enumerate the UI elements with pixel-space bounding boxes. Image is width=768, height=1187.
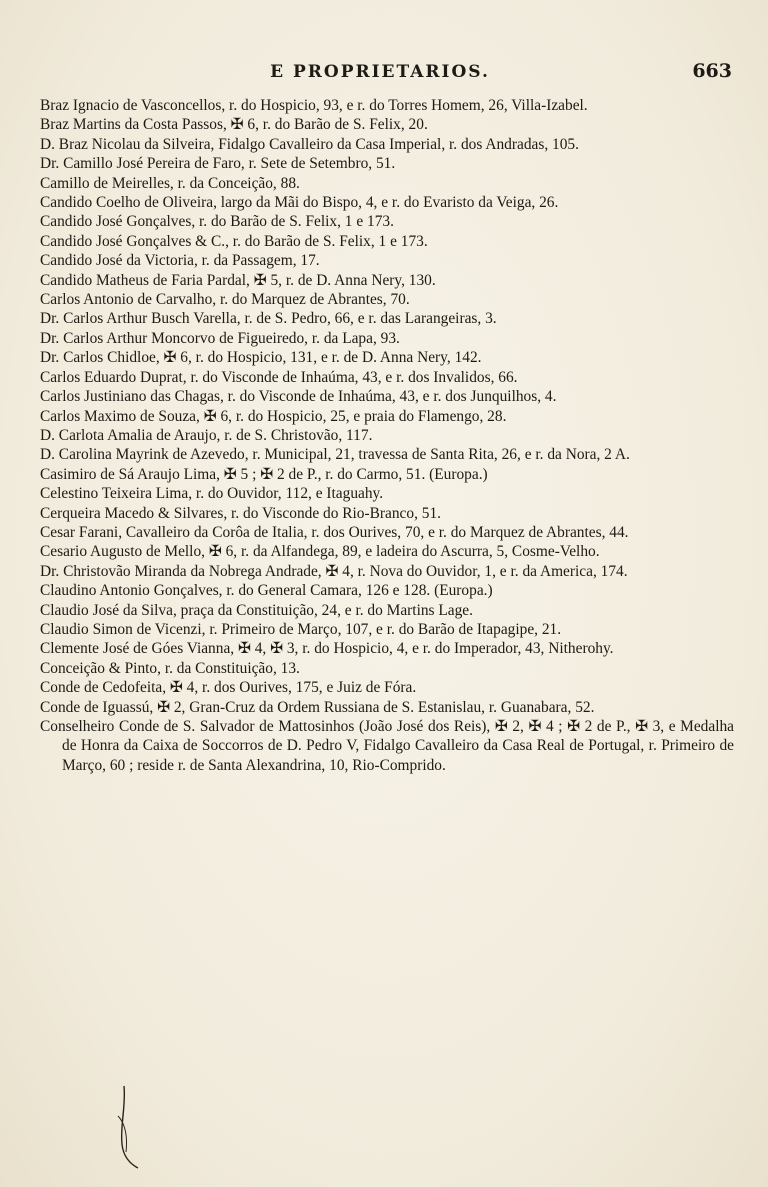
directory-entry: Carlos Justiniano das Chagas, r. do Visconde de Inhaúma, 43, e r. dos Junquilhos, 4. bbox=[40, 388, 557, 406]
directory-entry: Conde de Cedofeita, ✠ 4, r. dos Ourives, 175, e Juiz de Fóra. bbox=[40, 679, 417, 697]
directory-entry: Dr. Carlos Arthur Moncorvo de Figueiredo, r. da Lapa, 93. bbox=[40, 329, 400, 347]
directory-entry: Camillo de Meirelles, r. da Conceição, 88. bbox=[40, 174, 300, 192]
page-number: 663 bbox=[692, 60, 732, 82]
directory-entry: D. Carolina Mayrink de Azevedo, r. Municipal, 21, travessa de Santa Rita, 26, e r. da Nora, 2 A. bbox=[40, 446, 630, 464]
directory-entry: Braz Ignacio de Vasconcellos, r. do Hospicio, 93, e r. do Torres Homem, 26, Villa-Izabel. bbox=[40, 97, 588, 114]
directory-entry: Clemente José de Góes Vianna, ✠ 4, ✠ 3, r. do Hospicio, 4, e r. do Imperador, 43, Nitherohy. bbox=[40, 640, 614, 658]
directory-entry: Dr. Carlos Arthur Busch Varella, r. de S. Pedro, 66, e r. das Larangeiras, 3. bbox=[40, 310, 497, 328]
directory-entry: Candido José Gonçalves & C., r. do Barão de S. Felix, 1 e 173. bbox=[40, 232, 428, 250]
directory-entry: Carlos Maximo de Souza, ✠ 6, r. do Hospicio, 25, e praia do Flamengo, 28. bbox=[40, 407, 507, 425]
directory-entry: Candido Coelho de Oliveira, largo da Mãi do Bispo, 4, e r. do Evaristo da Veiga, 26. bbox=[40, 194, 559, 212]
directory-entry: Cesar Farani, Cavalleiro da Corôa de Italia, r. dos Ourives, 70, e r. do Marquez de Abrantes, 44. bbox=[40, 523, 629, 541]
directory-entry: Conceição & Pinto, r. da Constituição, 13. bbox=[40, 659, 300, 677]
directory-entry: Claudio Simon de Vicenzi, r. Primeiro de Março, 107, e r. do Barão de Itapagipe, 21. bbox=[40, 620, 562, 638]
directory-entry: Dr. Christovão Miranda da Nobrega Andrade, ✠ 4, r. Nova do Ouvidor, 1, e r. da America, 174. bbox=[40, 562, 628, 580]
handwritten-mark bbox=[110, 1082, 150, 1172]
directory-entry: Carlos Antonio de Carvalho, r. do Marquez de Abrantes, 70. bbox=[40, 291, 410, 309]
directory-entry: Cesario Augusto de Mello, ✠ 6, r. da Alfandega, 89, e ladeira do Ascurra, 5, Cosme-Velho. bbox=[40, 543, 600, 561]
directory-entry: D. Carlota Amalia de Araujo, r. de S. Christovão, 117. bbox=[40, 426, 373, 444]
directory-entry: Candido José da Victoria, r. da Passagem, 17. bbox=[40, 252, 320, 270]
directory-entry: Celestino Teixeira Lima, r. do Ouvidor, 112, e Itaguahy. bbox=[40, 485, 384, 503]
directory-entry: Candido Matheus de Faria Pardal, ✠ 5, r. de D. Anna Nery, 130. bbox=[40, 271, 436, 289]
directory-entry: Cerqueira Macedo & Silvares, r. do Visconde do Rio-Branco, 51. bbox=[40, 504, 441, 522]
directory-entry: Conselheiro Conde de S. Salvador de Mattosinhos (João José dos Reis), ✠ 2, ✠ 4 ; ✠ 2 de P., ✠ 3, e Medalha de Honra da Caixa de Soccorros de D. Pedro V, Fidalgo Cavalleiro da Casa Real de Portugal, r. Primeiro de Março, 60 ; reside r. de Santa Alexandrina, 10, Rio-Comprido. bbox=[40, 718, 734, 774]
directory-entry: Claudio José da Silva, praça da Constituição, 24, e r. do Martins Lage. bbox=[40, 601, 473, 619]
directory-entry: Dr. Carlos Chidloe, ✠ 6, r. do Hospicio, 131, e r. de D. Anna Nery, 142. bbox=[40, 349, 482, 367]
directory-entry: Candido José Gonçalves, r. do Barão de S. Felix, 1 e 173. bbox=[40, 213, 394, 231]
directory-entry: Carlos Eduardo Duprat, r. do Visconde de Inhaúma, 43, e r. dos Invalidos, 66. bbox=[40, 368, 518, 386]
directory-entry: D. Braz Nicolau da Silveira, Fidalgo Cavalleiro da Casa Imperial, r. dos Andradas, 105. bbox=[40, 135, 579, 153]
directory-entry: Conde de Iguassú, ✠ 2, Gran-Cruz da Ordem Russiana de S. Estanislau, r. Guanabara, 52. bbox=[40, 698, 595, 716]
page-header bbox=[40, 60, 732, 92]
directory-entry: Claudino Antonio Gonçalves, r. do General Camara, 126 e 128. (Europa.) bbox=[40, 582, 493, 600]
directory-entries bbox=[40, 96, 734, 775]
directory-entry: Dr. Camillo José Pereira de Faro, r. Sete de Setembro, 51. bbox=[40, 155, 396, 173]
running-title: E PROPRIETARIOS. bbox=[270, 62, 490, 82]
directory-entry: Braz Martins da Costa Passos, ✠ 6, r. do Barão de S. Felix, 20. bbox=[40, 116, 428, 134]
directory-entry: Casimiro de Sá Araujo Lima, ✠ 5 ; ✠ 2 de P., r. do Carmo, 51. (Europa.) bbox=[40, 465, 488, 483]
